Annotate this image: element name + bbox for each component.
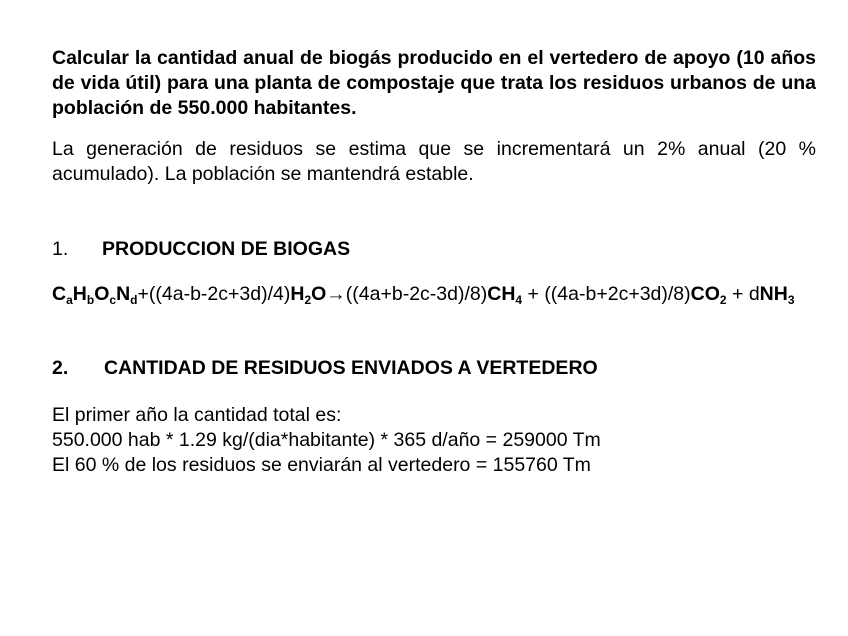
problem-paragraph: La generación de residuos se estima que se incrementará un 2% anual (20 % acumulado). La población se mantendrá estable. — [52, 138, 816, 185]
problem-statement: Calcular la cantidad anual de biogás producido en el vertedero de apoyo (10 años de vida útil) para una planta de compostaje que trata los residuos urbanos de una población de 550.000 habitantes. — [52, 47, 816, 119]
formula-O: O — [94, 283, 110, 305]
formula-term-water-coef: +((4a-b-2c+3d)/4) — [137, 283, 291, 305]
formula-term-co2-coef: + ((4a-b+2c+3d)/8) — [522, 283, 691, 305]
formula-h2o-H: H — [290, 283, 305, 305]
formula-term-nh3-coef: + d — [726, 283, 760, 305]
formula-sub-d: d — [130, 293, 138, 307]
formula-h2o-sub: 2 — [304, 293, 312, 307]
calc-line-1: El primer año la cantidad total es: — [52, 404, 342, 426]
chemical-equation — [52, 282, 816, 307]
formula-nh3: NH — [759, 283, 788, 305]
formula-ch4: CH — [487, 283, 516, 305]
section-title-1: PRODUCCION DE BIOGAS — [102, 238, 351, 260]
formula-term-methane-coef: →((4a+b-2c-3d)/8) — [326, 283, 488, 305]
formula-C: C — [52, 283, 67, 305]
formula-sub-c: c — [109, 293, 117, 307]
section-number-2: 2. — [52, 357, 69, 379]
formula-N: N — [116, 283, 131, 305]
calculation-block — [52, 403, 816, 478]
formula-h2o-O: O — [311, 283, 327, 305]
section-number-1: 1. — [52, 238, 69, 260]
section-heading-1 — [52, 237, 816, 262]
formula-sub-a: a — [66, 293, 73, 307]
formula-co2: CO — [690, 283, 720, 305]
formula-nh3-sub: 3 — [787, 293, 795, 307]
formula-ch4-sub: 4 — [515, 293, 523, 307]
formula-H: H — [72, 283, 87, 305]
formula-co2-sub: 2 — [719, 293, 727, 307]
section-title-2: CANTIDAD DE RESIDUOS ENVIADOS A VERTEDERO — [104, 357, 598, 379]
calc-line-3: El 60 % de los residuos se enviarán al vertedero = 155760 Tm — [52, 454, 591, 476]
section-heading-2 — [52, 356, 816, 381]
formula-sub-b: b — [86, 293, 95, 307]
document-page — [52, 46, 816, 478]
calc-line-2: 550.000 hab * 1.29 kg/(dia*habitante) * 365 d/año = 259000 Tm — [52, 429, 601, 451]
